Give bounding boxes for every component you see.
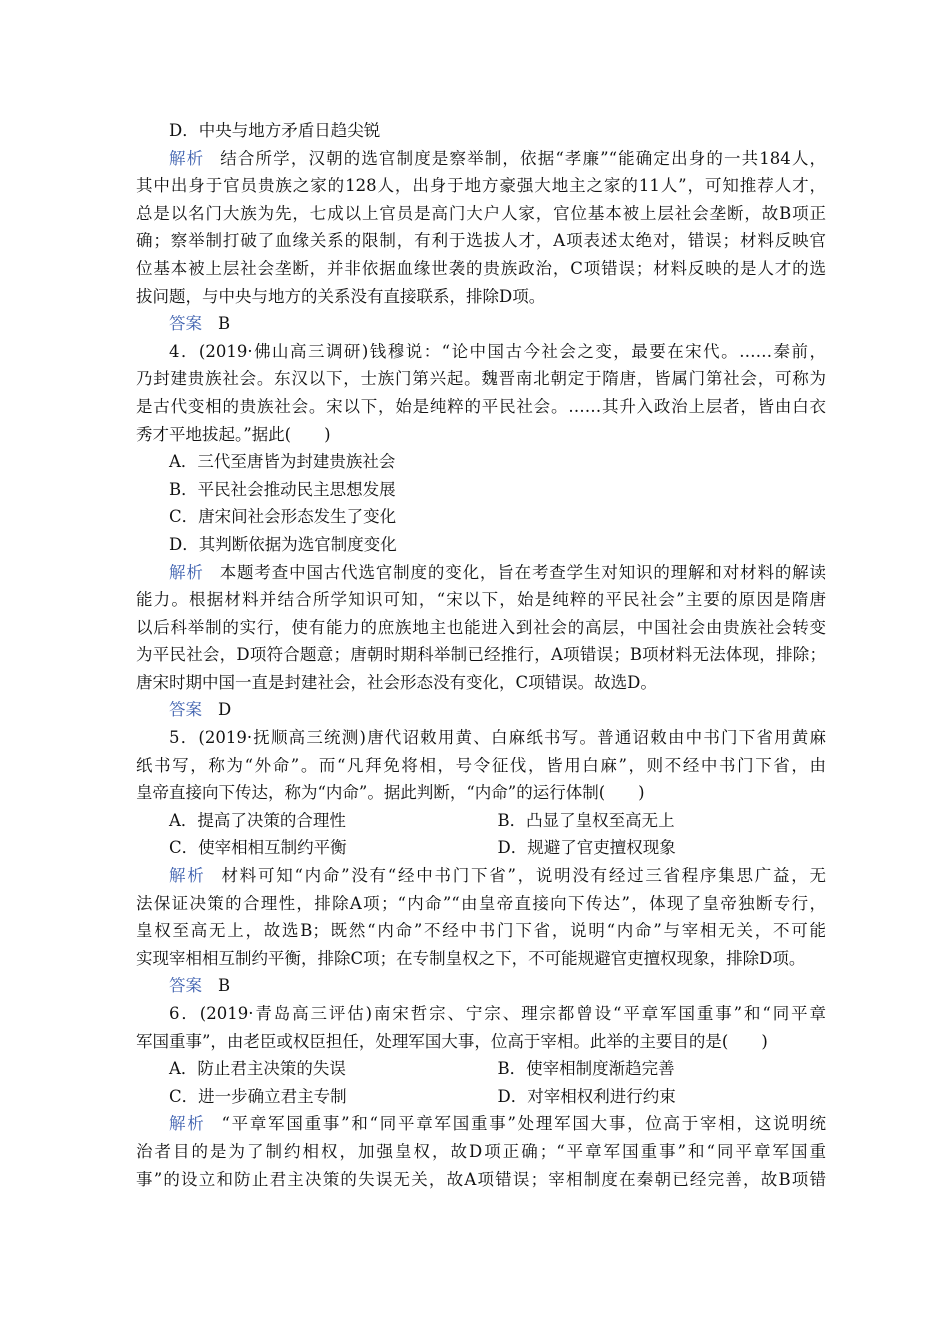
q6-options-row-1 [136,1055,826,1083]
q6-analysis-line-2: 治者目的是为了制约相权，加强皇权，故D项正确；“平章军国重事”和“同平章军国重 [136,1141,826,1161]
q5-stem-line-3: 皇帝直接向下传达，称为“内命”。据此判断，“内命”的运行体制( ) [136,783,645,803]
q5-stem-line-2: 纸书写，称为“外命”。而“凡拜免将相，号令征伐，皆用白麻”，则不经中书门下省，由 [136,755,826,775]
q6-analysis-line-1: 解析 “平章军国重事”和“同平章军国重事”处理军国大事，位高于宰相，这说明统 [169,1114,827,1134]
q6-stem-line-2: 军国重事”，由老臣或权臣担任，处理军国大事，位高于宰相。此举的主要目的是( ) [136,1031,768,1051]
q3-option-d: D．中央与地方矛盾日趋尖锐 [169,121,381,140]
q5-option-c: C．使宰相相互制约平衡 [169,838,347,858]
q4-analysis-line-1: 解析 本题考查中国古代选官制度的变化，旨在考查学生对知识的理解和对材料的解读 [169,562,827,582]
q4-option-a: A．三代至唐皆为封建贵族社会 [169,452,396,472]
q3-analysis-line-3: 总是以名门大族为先，七成以上官员是高门大户人家，官位基本被上层社会垄断，故B项正 [136,203,826,223]
q4-stem-line-4: 秀才平地拔起。”据此( ) [136,424,331,444]
q3-analysis-line-5: 位基本被上层社会垄断，并非依据血缘世袭的贵族政治，C项错误；材料反映的是人才的选 [136,258,826,278]
q4-option-b: B．平民社会推动民主思想发展 [169,479,396,499]
q3-analysis-line-6: 拔问题，与中央与地方的关系没有直接联系，排除D项。 [136,286,546,306]
q4-answer-value: D [218,700,232,720]
q4-stem-line-3: 是古代变相的贵族社会。宋以下，始是纯粹的平民社会。……其升入政治上层者，皆由白衣 [136,396,826,416]
q3-analysis-line-1: 解析 结合所学，汉朝的选官制度是察举制，依据“孝廉”“能确定出身的一共184人， [169,148,827,168]
q4-analysis-line-2: 能力。根据材料并结合所学知识可知，“宋以下，始是纯粹的平民社会”主要的原因是隋唐 [136,590,826,610]
q5-option-b: B．凸显了皇权至高无上 [497,810,675,830]
q6-option-b: B．使宰相制度渐趋完善 [497,1059,675,1079]
q6-stem-line-1: 6．(2019·青岛高三评估)南宋哲宗、宁宗、理宗都曾设“平章军国重事”和“同平章 [169,1004,826,1023]
q5-options-row-2 [136,834,826,862]
q4-answer-label: 答案 [169,700,202,720]
q3-answer-value: B [218,314,231,334]
q5-options-row-1 [136,807,826,835]
q4-stem-line-1: 4．(2019·佛山高三调研)钱穆说：“论中国古今社会之变，最要在宋代。……秦前， [169,341,826,361]
q4-analysis-line-5: 唐宋时期中国一直是封建社会，社会形态没有变化，C项错误。故选D。 [136,672,657,692]
q4-analysis-label: 解析 [169,562,204,582]
q6-option-a: A．防止君主决策的失误 [169,1059,346,1079]
q4-analysis-line-4: 为平民社会，D项符合题意；唐朝时期科举制已经推行，A项错误；B项材料无法体现，排除； [136,645,826,665]
q5-analysis-label: 解析 [169,866,206,886]
q4-option-d: D．其判断依据为选官制度变化 [169,534,397,554]
q3-answer-label: 答案 [169,314,202,334]
document-page [136,117,826,1193]
q5-analysis-line-1: 解析 材料可知“内命”没有“经中书门下省”，说明没有经过三省程序集思广益，无 [169,866,827,886]
q5-answer [136,972,826,1000]
q4-answer [136,696,826,724]
q4-analysis-line-3: 以后科举制的实行，使有能力的庶族地主也能进入到社会的高层，中国社会由贵族社会转变 [136,617,826,637]
q5-stem-line-1: 5．(2019·抚顺高三统测)唐代诏敕用黄、白麻纸书写。普通诏敕由中书门下省用黄麻 [169,728,826,748]
q4-stem-line-2: 乃封建贵族社会。东汉以下，士族门第兴起。魏晋南北朝定于隋唐，皆属门第社会，可称为 [136,369,826,389]
q3-answer [136,310,826,338]
q6-analysis-label: 解析 [169,1114,206,1134]
q5-option-a: A．提高了决策的合理性 [169,810,346,830]
q3-analysis-line-2: 其中出身于官员贵族之家的128人，出身于地方豪强大地主之家的11人”，可知推荐人才， [136,176,826,196]
q5-answer-value: B [218,976,231,996]
q6-option-d: D．对宰相权利进行约束 [497,1086,676,1106]
q5-analysis-line-2: 法保证决策的合理性，排除A项；“内命”“由皇帝直接向下传达”，体现了皇帝独断专行， [136,893,826,913]
q6-analysis-line-3: 事”的设立和防止君主决策的失误无关，故A项错误；宰相制度在秦朝已经完善，故B项错 [136,1169,826,1189]
q5-option-d: D．规避了官吏擅权现象 [497,838,676,858]
q3-analysis-label: 解析 [169,148,205,168]
q5-analysis-line-4: 实现宰相相互制约平衡，排除C项；在专制皇权之下，不可能规避官吏擅权现象，排除D项。 [136,948,806,968]
q3-analysis-line-4: 确；察举制打破了血缘关系的限制，有利于选拔人才，A项表述太绝对，错误；材料反映官 [136,231,826,251]
q6-option-c: C．进一步确立君主专制 [169,1086,347,1106]
q6-options-row-2 [136,1083,826,1111]
q5-analysis-line-3: 皇权至高无上，故选B；既然“内命”不经中书门下省，说明“内命”与宰相无关，不可能 [136,921,826,941]
q4-option-c: C．唐宋间社会形态发生了变化 [169,507,397,527]
q5-answer-label: 答案 [169,976,202,996]
